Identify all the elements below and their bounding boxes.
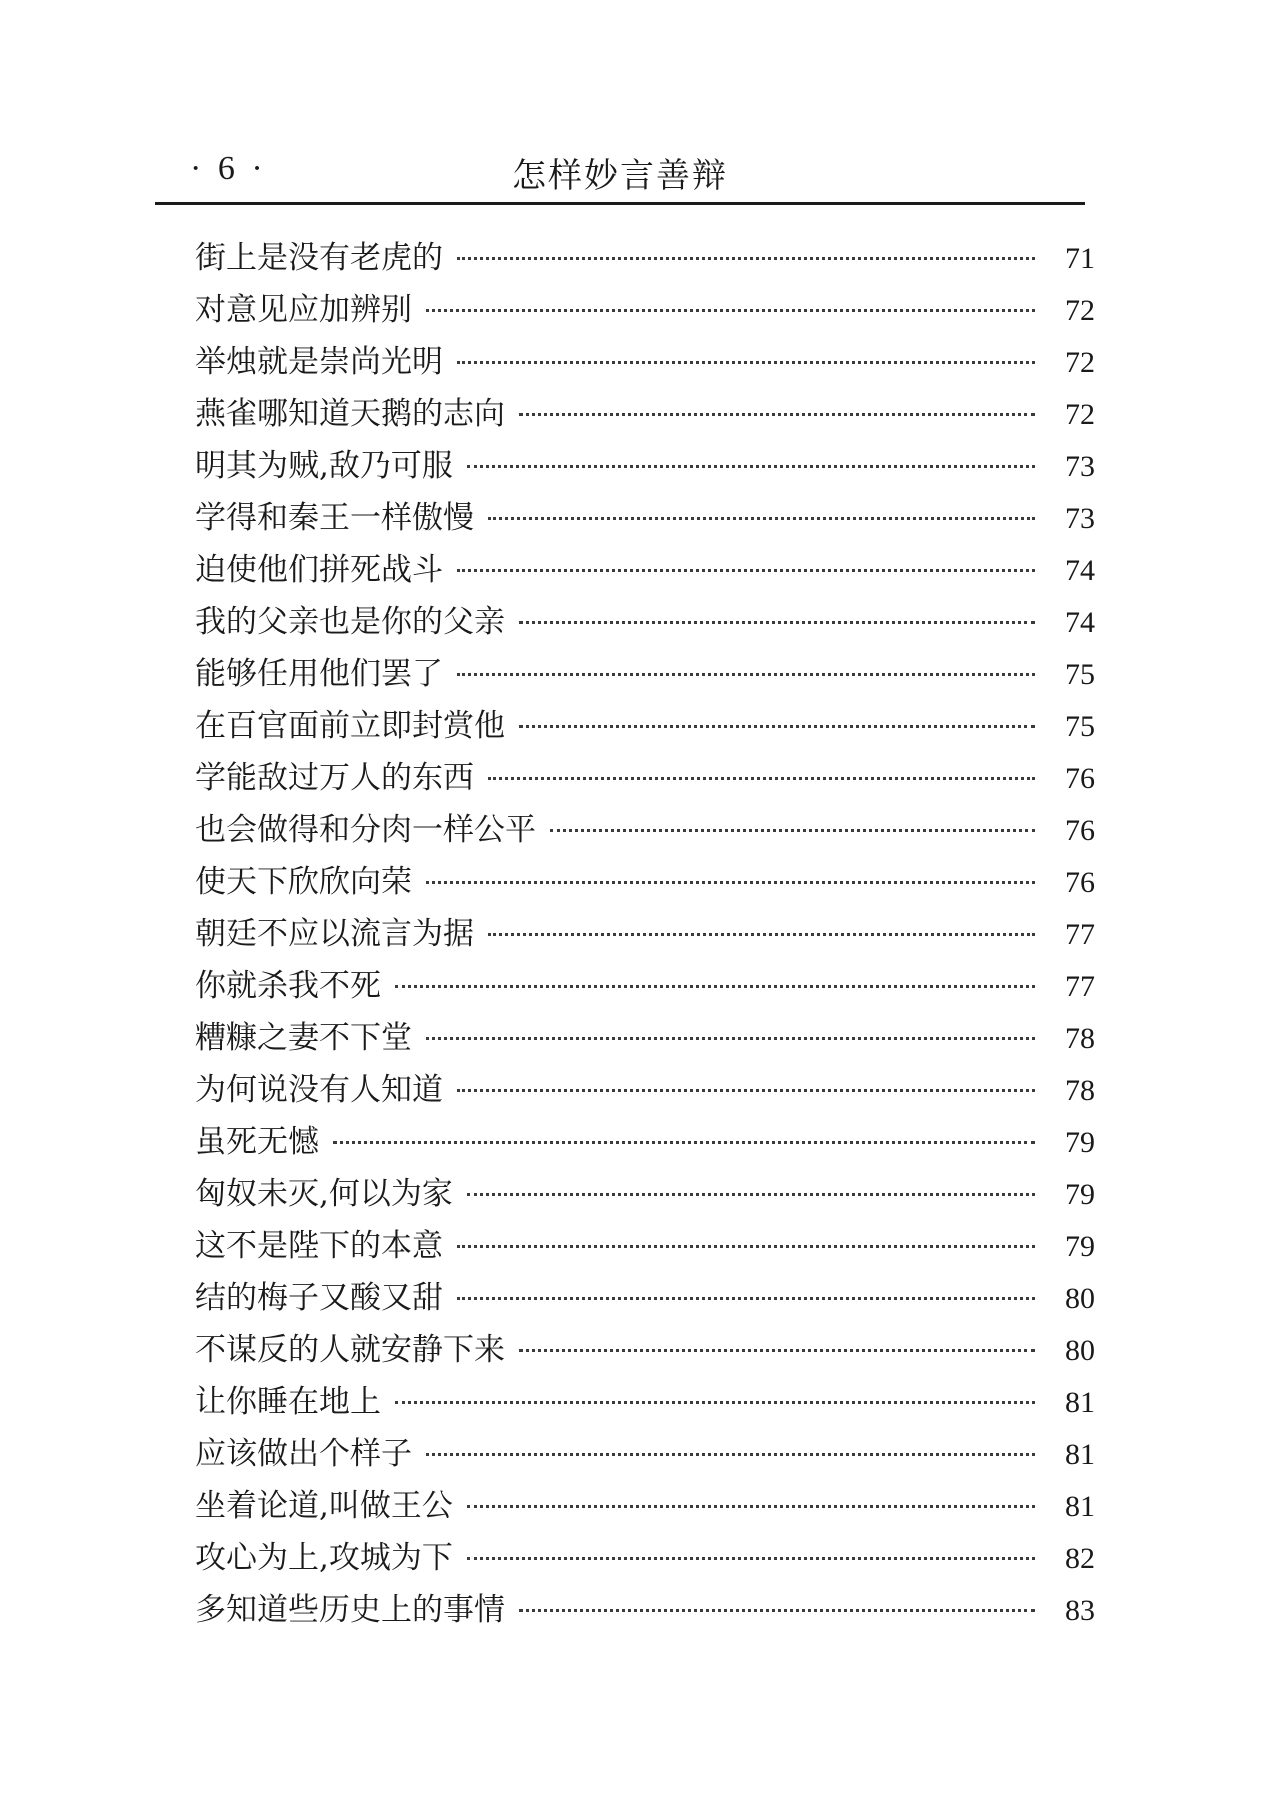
toc-entry <box>195 1532 1095 1584</box>
page-header <box>155 140 1085 200</box>
toc-entry-page-number: 82 <box>1065 1542 1095 1575</box>
toc-entry <box>195 752 1095 804</box>
toc-entry-page-number: 74 <box>1065 554 1095 587</box>
dot-leader <box>550 829 1035 832</box>
toc-entry <box>195 1428 1095 1480</box>
book-title: 怎样妙言善辩 <box>512 156 728 196</box>
dot-leader <box>457 1297 1035 1300</box>
toc-entry-title: 攻心为上,攻城为下 <box>195 1540 453 1576</box>
toc-entry-title: 糟糠之妻不下堂 <box>195 1020 412 1056</box>
toc-entry <box>195 908 1095 960</box>
dot-leader <box>467 1193 1035 1196</box>
toc-entry-page-number: 77 <box>1065 970 1095 1003</box>
toc-entry <box>195 596 1095 648</box>
toc-entry <box>195 1324 1095 1376</box>
dot-leader <box>488 517 1035 520</box>
toc-entry-title: 朝廷不应以流言为据 <box>195 916 474 952</box>
toc-entry-title: 让你睡在地上 <box>195 1384 381 1420</box>
dot-leader <box>333 1141 1035 1144</box>
dot-leader <box>457 673 1035 676</box>
toc-entry-title: 能够任用他们罢了 <box>195 656 443 692</box>
toc-entry <box>195 648 1095 700</box>
toc-entry-title: 这不是陛下的本意 <box>195 1228 443 1264</box>
dot-leader <box>467 465 1035 468</box>
dot-leader <box>467 1505 1035 1508</box>
table-of-contents <box>195 232 1095 1636</box>
toc-entry-page-number: 78 <box>1065 1074 1095 1107</box>
toc-entry-page-number: 79 <box>1065 1230 1095 1263</box>
toc-entry-title: 我的父亲也是你的父亲 <box>195 604 505 640</box>
toc-entry-page-number: 76 <box>1065 814 1095 847</box>
toc-entry <box>195 440 1095 492</box>
dot-leader <box>457 361 1035 364</box>
toc-entry <box>195 1064 1095 1116</box>
toc-entry-title: 举烛就是崇尚光明 <box>195 344 443 380</box>
toc-entry-page-number: 80 <box>1065 1282 1095 1315</box>
toc-entry <box>195 1012 1095 1064</box>
dot-leader <box>395 985 1035 988</box>
dot-leader <box>426 309 1035 312</box>
toc-entry-page-number: 81 <box>1065 1438 1095 1471</box>
toc-entry <box>195 960 1095 1012</box>
toc-entry-title: 应该做出个样子 <box>195 1436 412 1472</box>
toc-entry-title: 迫使他们拼死战斗 <box>195 552 443 588</box>
dot-leader <box>426 1453 1035 1456</box>
dot-leader <box>519 621 1035 624</box>
toc-entry-title: 虽死无憾 <box>195 1124 319 1160</box>
toc-entry <box>195 284 1095 336</box>
toc-entry-title: 多知道些历史上的事情 <box>195 1592 505 1628</box>
toc-entry-title: 不谋反的人就安静下来 <box>195 1332 505 1368</box>
toc-entry <box>195 388 1095 440</box>
toc-entry <box>195 492 1095 544</box>
toc-entry-title: 为何说没有人知道 <box>195 1072 443 1108</box>
header-rule <box>155 202 1085 205</box>
toc-entry-title: 明其为贼,敌乃可服 <box>195 448 453 484</box>
page-number: · 6 · <box>190 150 267 187</box>
toc-entry <box>195 1584 1095 1636</box>
dot-leader <box>426 1037 1035 1040</box>
toc-entry <box>195 1168 1095 1220</box>
toc-entry <box>195 1272 1095 1324</box>
toc-entry <box>195 856 1095 908</box>
dot-leader <box>395 1401 1035 1404</box>
toc-entry-page-number: 72 <box>1065 294 1095 327</box>
dot-leader <box>488 777 1035 780</box>
toc-entry <box>195 700 1095 752</box>
toc-entry-title: 学得和秦王一样傲慢 <box>195 500 474 536</box>
toc-entry-title: 结的梅子又酸又甜 <box>195 1280 443 1316</box>
toc-entry-title: 也会做得和分肉一样公平 <box>195 812 536 848</box>
toc-entry-title: 对意见应加辨别 <box>195 292 412 328</box>
toc-entry-page-number: 77 <box>1065 918 1095 951</box>
toc-entry <box>195 336 1095 388</box>
toc-entry-title: 街上是没有老虎的 <box>195 240 443 276</box>
toc-entry-page-number: 72 <box>1065 398 1095 431</box>
toc-entry-title: 学能敌过万人的东西 <box>195 760 474 796</box>
toc-entry-title: 在百官面前立即封赏他 <box>195 708 505 744</box>
dot-leader <box>519 413 1035 416</box>
dot-leader <box>457 257 1035 260</box>
toc-entry-page-number: 71 <box>1065 242 1095 275</box>
toc-entry-page-number: 79 <box>1065 1178 1095 1211</box>
toc-entry-page-number: 74 <box>1065 606 1095 639</box>
toc-entry-title: 你就杀我不死 <box>195 968 381 1004</box>
toc-entry-page-number: 83 <box>1065 1594 1095 1627</box>
dot-leader <box>488 933 1035 936</box>
toc-entry <box>195 1116 1095 1168</box>
toc-entry-title: 匈奴未灭,何以为家 <box>195 1176 453 1212</box>
toc-entry <box>195 232 1095 284</box>
toc-entry-page-number: 73 <box>1065 502 1095 535</box>
toc-entry-title: 燕雀哪知道天鹅的志向 <box>195 396 505 432</box>
toc-entry-page-number: 81 <box>1065 1490 1095 1523</box>
dot-leader <box>457 569 1035 572</box>
toc-entry <box>195 1480 1095 1532</box>
toc-entry-page-number: 81 <box>1065 1386 1095 1419</box>
dot-leader <box>457 1245 1035 1248</box>
dot-leader <box>519 725 1035 728</box>
toc-entry-page-number: 75 <box>1065 710 1095 743</box>
dot-leader <box>519 1349 1035 1352</box>
toc-entry-page-number: 79 <box>1065 1126 1095 1159</box>
toc-entry-page-number: 80 <box>1065 1334 1095 1367</box>
toc-entry-page-number: 76 <box>1065 866 1095 899</box>
toc-entry-page-number: 75 <box>1065 658 1095 691</box>
dot-leader <box>467 1557 1035 1560</box>
toc-entry <box>195 1376 1095 1428</box>
toc-entry-title: 使天下欣欣向荣 <box>195 864 412 900</box>
toc-entry-page-number: 78 <box>1065 1022 1095 1055</box>
dot-leader <box>457 1089 1035 1092</box>
dot-leader <box>519 1609 1035 1612</box>
toc-entry-title: 坐着论道,叫做王公 <box>195 1488 453 1524</box>
toc-entry <box>195 1220 1095 1272</box>
toc-entry <box>195 544 1095 596</box>
toc-entry-page-number: 73 <box>1065 450 1095 483</box>
dot-leader <box>426 881 1035 884</box>
toc-entry <box>195 804 1095 856</box>
toc-entry-page-number: 72 <box>1065 346 1095 379</box>
toc-entry-page-number: 76 <box>1065 762 1095 795</box>
